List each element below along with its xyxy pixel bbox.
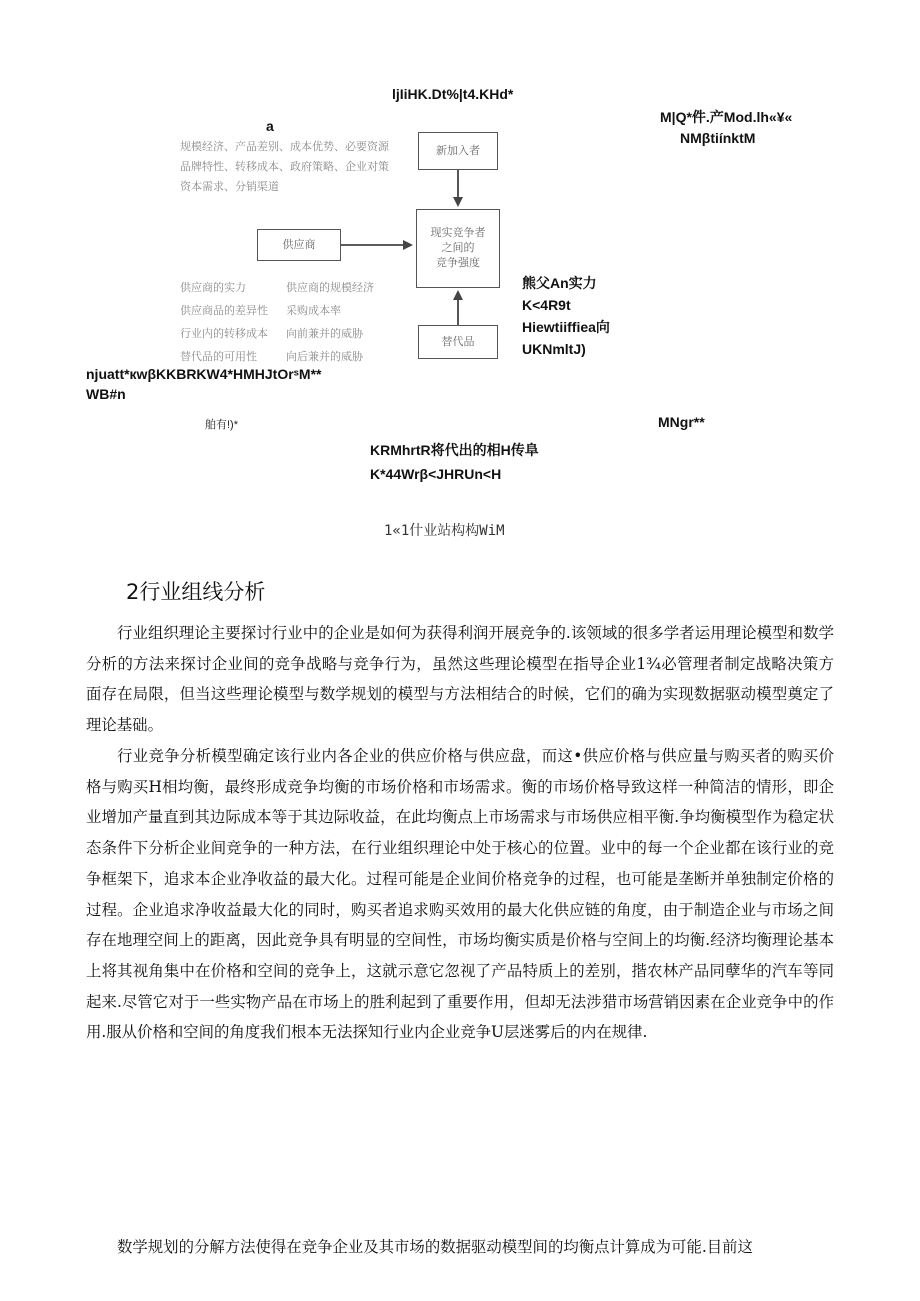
ocr-bottom-mid-line: KRMhrtR将代出的相H传阜 [370, 442, 539, 458]
ocr-buyers-line: UKNmltJ) [522, 341, 586, 357]
ocr-left-line: WB#n [86, 386, 126, 402]
section-heading: 2行业组线分析 [126, 580, 266, 604]
ocr-top-right-line-2: NMβtiínktM [680, 130, 756, 146]
ocr-buyers-line: 熊父An实力 [522, 275, 597, 291]
ocr-left-line: njuatt*кwβKKBRKW4*HMHJtOrˢM** [86, 366, 322, 382]
supplier-factor: 向前兼并的威胁 [286, 327, 363, 340]
box-suppliers: 供应商 [257, 229, 341, 261]
paragraph-3: 数学规划的分解方法使得在竞争企业及其市场的数据驱动模型间的均衡点计算成为可能.目前这 [117, 1238, 753, 1256]
supplier-factor: 向后兼并的威胁 [286, 350, 363, 363]
ocr-bottom-mid-line: K*44Wrβ<JHRUn<H [370, 466, 502, 482]
rivalry-line: 现实竞争者 [430, 226, 486, 240]
ocr-buyers-line: Hiewtiiffiea向 [522, 319, 610, 335]
entry-barrier-line: 规模经济、产品差别、成本优势、必要资源 [180, 140, 389, 153]
ocr-left-block [86, 364, 321, 404]
ocr-bottom-mid-block [370, 438, 539, 486]
supplier-factor: 供应商品的差异性 [180, 304, 268, 317]
box-substitutes: 替代品 [418, 325, 498, 359]
ocr-buyers-block [522, 272, 610, 360]
supplier-factors-left [180, 276, 268, 368]
ocr-bottom-left: 舶有!)* [205, 419, 238, 431]
diagram-arrows [0, 0, 920, 420]
figure-caption: 1«1什业站构构WiM [384, 523, 505, 539]
entry-barrier-line: 品牌特性、转移成本、政府策略、企业对策 [180, 160, 389, 173]
ocr-diagram-title: ljIiHK.Dt%|t4.KHd* [392, 86, 514, 102]
supplier-factor: 替代品的可用性 [180, 350, 257, 363]
supplier-factor: 行业内的转移成本 [180, 327, 268, 340]
ocr-buyers-line: K<4R9t [522, 297, 571, 313]
ocr-bottom-right: MNgr** [658, 414, 705, 430]
paragraph-1: 行业组织理论主要探讨行业中的企业是如何为获得利润开展竞争的.该领域的很多学者运用理论模型和数学分析的方法来探讨企业间的竞争战略与竞争行为，虽然这些理论模型在指导企业1¾必管理者制定战略决策方面存在局限，但当这些理论模型与数学规划的模型与方法相结合的时候，它们的确为实现数据驱动模型奠定了理论基础。 [86, 624, 834, 735]
ocr-label-a: a [266, 118, 274, 134]
supplier-factor: 供应商的规模经济 [286, 281, 374, 294]
rivalry-line: 竞争强度 [436, 255, 480, 269]
supplier-factor: 采购成本率 [286, 304, 341, 317]
entry-barrier-line: 资本需求、分销渠道 [180, 180, 279, 193]
ocr-top-right-line-1: M|Q*件.产Mod.lh«¥« [660, 109, 793, 125]
paragraph-2: 行业竞争分析模型确定该行业内各企业的供应价格与供应盘，而这•供应价格与供应量与购买者的购买价格与购买H相均衡，最终形成竞争均衡的市场价格和市场需求。衡的市场价格导致这样一种简洁的情形，即企业增加产量直到其边际成本等于其边际收益，在此均衡点上市场需求与市场供应相平衡.争均衡模型作为稳定状态条件下分析企业间竞争的一种方法，在行业组织理论中处于核心的位置。业中的每一个企业都在该行业的竞争框架下，追求本企业净收益的最大化。过程可能是企业间价格竞争的过程，也可能是垄断并单独制定价格的过程。企业追求净收益最大化的同时，购买者追求购买效用的最大化供应链的角度，由于制造企业与市场之间存在地理空间上的距离，因此竞争具有明显的空间性，市场均衡实质是价格与空间上的均衡.经济均衡理论基本上将其视角集中在价格和空间的竞争上，这就示意它忽视了产品特质上的差别，揩农林产品同孽华的汽车等同起来.尽管它对于一些实物产品在市场上的胜利起到了重要作用，但却无法涉猎市场营销因素在企业竞争中的作用.服从价格和空间的角度我们根本无法探知行业内企业竞争U层迷雾后的内在规律. [86, 747, 834, 1042]
box-new-entrants: 新加入者 [418, 132, 498, 170]
supplier-factors-right [286, 276, 374, 368]
rivalry-line: 之间的 [441, 241, 475, 255]
supplier-factor: 供应商的实力 [180, 281, 246, 294]
